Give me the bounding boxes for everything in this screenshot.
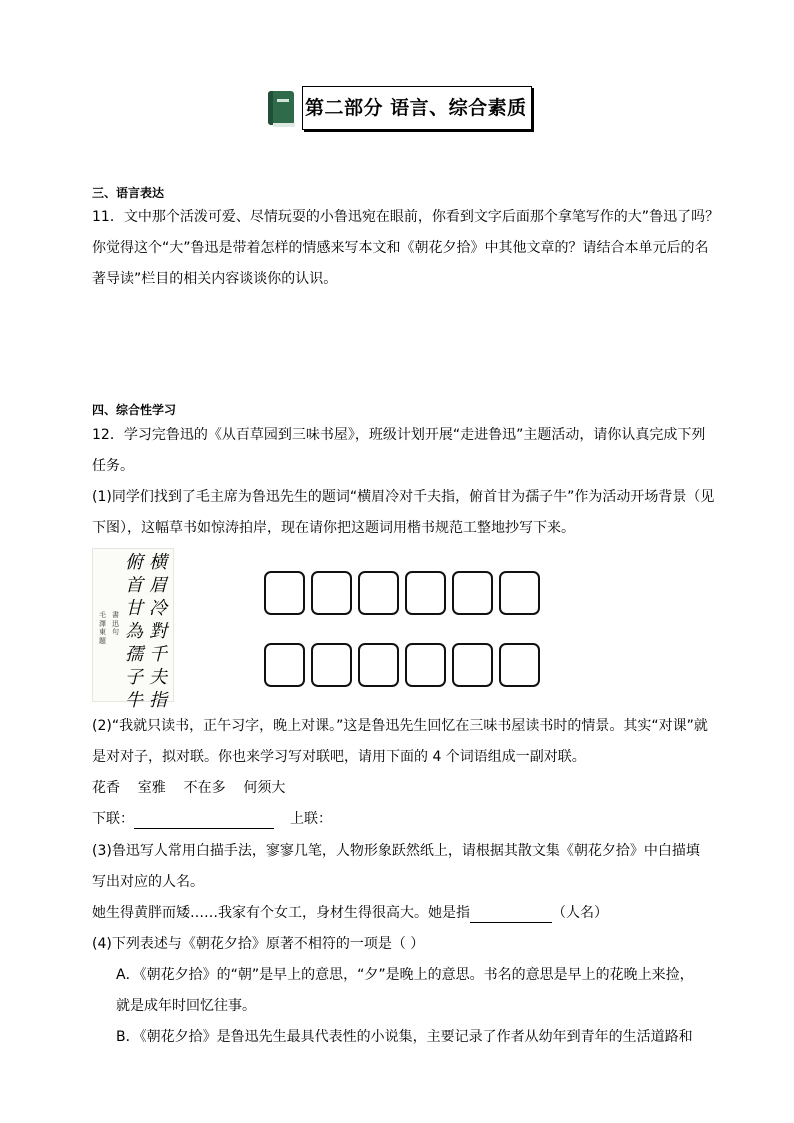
- writing-box[interactable]: [264, 571, 305, 615]
- word-list: 花香 室雅 不在多 何须大: [92, 780, 286, 796]
- writing-box[interactable]: [452, 643, 493, 687]
- name-answer-blank[interactable]: [470, 906, 552, 923]
- part-3-sentence: 她生得黄胖而矮……我家有个女工，身材生得很高大。她是指: [92, 905, 470, 921]
- name-hint: （人名）: [552, 905, 608, 921]
- lower-couplet-label: 下联：: [92, 811, 134, 827]
- calligraphy-signature-2: 毛 澤 東 題: [99, 611, 106, 645]
- part-3-line-2: 写出对应的人名。: [92, 874, 204, 890]
- question-11-line-3: 著导读”栏目的相关内容谈谈你的认识。: [92, 271, 338, 287]
- writing-box[interactable]: [311, 571, 352, 615]
- writing-box[interactable]: [358, 571, 399, 615]
- part-2-line-2: 是对对子，拟对联。你也来学习写对联吧，请用下面的 4 个词语组成一副对联。: [92, 749, 586, 765]
- writing-grid-row-2: [264, 643, 540, 687]
- section-heading-comprehensive: 四、综合性学习: [92, 403, 177, 417]
- calligraphy-column-1: 横 眉 冷 對 千 夫 指: [149, 552, 167, 711]
- option-b-line-1[interactable]: B．《朝花夕拾》是鲁迅先生最具代表性的小说集，主要记录了作者从幼年到青年的生活道路和: [116, 1029, 693, 1045]
- option-a-line-2: 就是成年时回忆往事。: [116, 998, 256, 1014]
- calligraphy-column-2: 俯 首 甘 為 孺 子 牛: [125, 552, 143, 711]
- upper-couplet-label: 上联：: [290, 811, 332, 827]
- question-11-line-1: 11．文中那个活泼可爱、尽情玩耍的小鲁迅宛在眼前，你看到文字后面那个拿笔写作的大”鲁迅了吗？: [92, 209, 720, 225]
- writing-box[interactable]: [264, 643, 305, 687]
- part-3-line-1: (3)鲁迅写人常用白描手法，寥寥几笔，人物形象跃然纸上，请根据其散文集《朝花夕拾》中白描填: [92, 843, 700, 859]
- option-a-line-1[interactable]: A．《朝花夕拾》的“朝”是早上的意思，“夕”是晚上的意思。书名的意思是早上的花晚上来捡，: [116, 967, 694, 983]
- writing-box[interactable]: [358, 643, 399, 687]
- part-3-line-3: [92, 903, 608, 923]
- question-12-line-1: 12．学习完鲁迅的《从百草园到三味书屋》，班级计划开展“走进鲁迅”主题活动，请你认真完成下列: [92, 427, 706, 443]
- couplet-answer-row: [92, 809, 332, 829]
- calligraphy-signature-1: 書 迅 句: [112, 611, 119, 636]
- part-2-line-1: (2)“我就只读书，正午习字，晚上对课。”这是鲁迅先生回忆在三味书屋读书时的情景。其实“对课”就: [92, 718, 708, 734]
- part-1-line-1: (1)同学们找到了毛主席为鲁迅先生的题词“横眉冷对千夫指，俯首甘为孺子牛”作为活动开场背景（见: [92, 489, 715, 505]
- part-4-question: (4)下列表述与《朝花夕拾》原著不相符的一项是（ ）: [92, 936, 425, 952]
- lower-couplet-blank[interactable]: [134, 812, 274, 829]
- writing-box[interactable]: [499, 571, 540, 615]
- book-icon: [266, 89, 298, 127]
- calligraphy-image: [92, 548, 174, 711]
- writing-box[interactable]: [499, 643, 540, 687]
- question-11-line-2: 你觉得这个“大”鲁迅是带着怎样的情感来写本文和《朝花夕拾》中其他文章的？请结合本单元后的名: [92, 240, 709, 256]
- question-12-line-2: 任务。: [92, 458, 134, 474]
- section-heading-language: 三、语言表达: [92, 186, 165, 200]
- page-title: 第二部分 语言、综合素质: [302, 86, 532, 130]
- writing-box[interactable]: [452, 571, 493, 615]
- writing-box[interactable]: [311, 643, 352, 687]
- writing-grid-row-1: [264, 571, 540, 615]
- part-1-line-2: 下图），这幅草书如惊涛拍岸，现在请你把这题词用楷书规范工整地抄写下来。: [92, 520, 575, 536]
- section-header: [266, 86, 532, 130]
- writing-box[interactable]: [405, 643, 446, 687]
- writing-box[interactable]: [405, 571, 446, 615]
